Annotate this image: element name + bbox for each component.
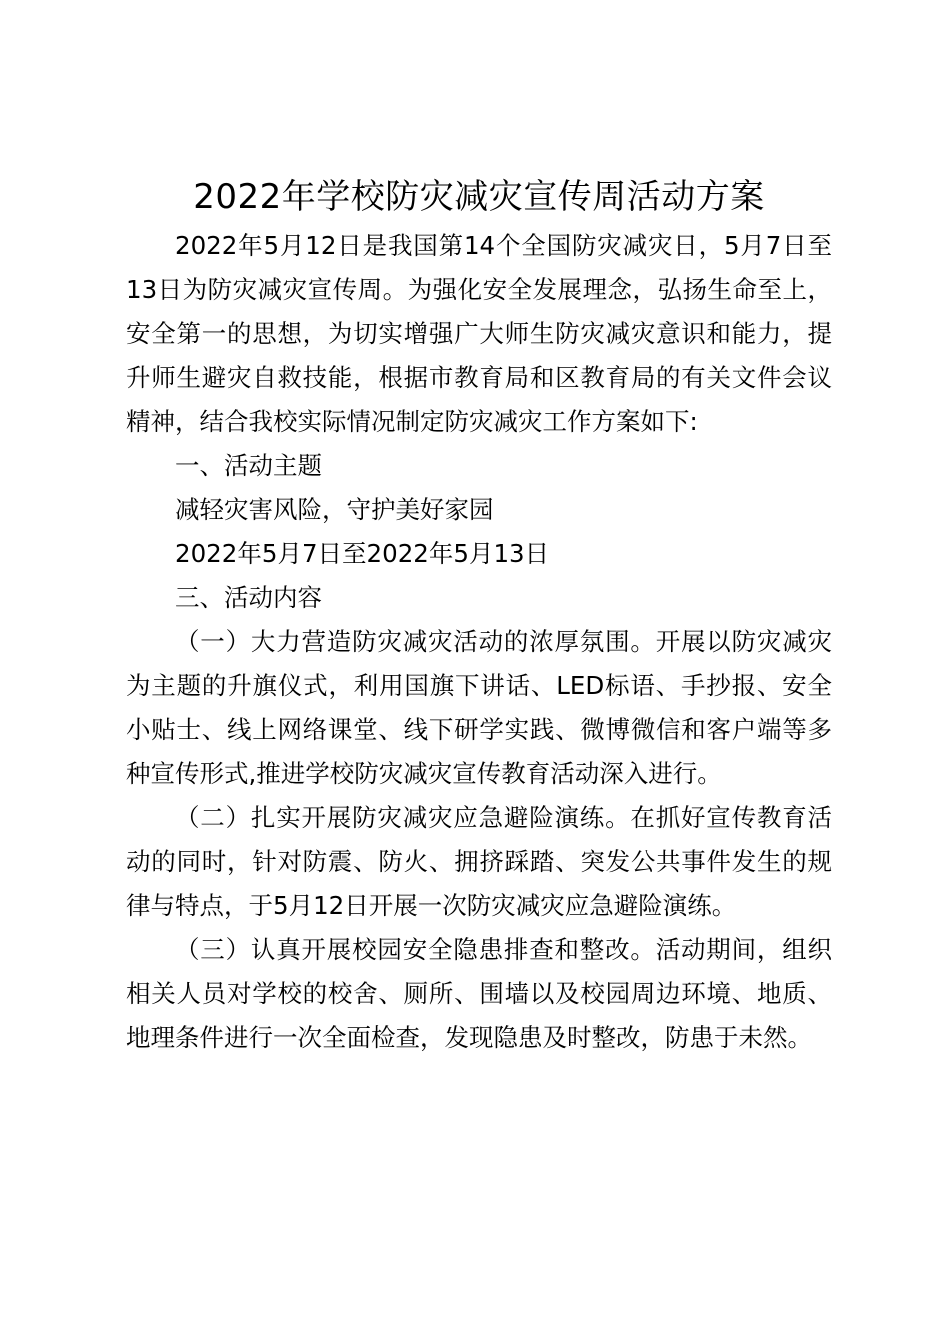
document-title: 2022年学校防灾减灾宣传周活动方案 xyxy=(193,177,765,217)
section-heading-theme: 一、活动主题 xyxy=(175,451,322,480)
theme-text: 减轻灾害风险，守护美好家园 xyxy=(175,495,494,524)
content-item-1: （一）大力营造防灾减灾活动的浓厚氛围。开展以防灾减灾为主题的升旗仪式，利用国旗下讲话、LED标语、手抄报、安全小贴士、线上网络课堂、线下研学实践、微博微信和客户端等多种宣传形式,推进学校防灾减灾宣传教育活动深入进行。 xyxy=(126,627,832,788)
content-item-2: （二）扎实开展防灾减灾应急避险演练。在抓好宣传教育活动的同时，针对防震、防火、拥挤踩踏、突发公共事件发生的规律与特点，于5月12日开展一次防灾减灾应急避险演练。 xyxy=(126,803,832,920)
intro-paragraph: 2022年5月12日是我国第14个全国防灾减灾日，5月7日至13日为防灾减灾宣传周。为强化安全发展理念，弘扬生命至上，安全第一的思想，为切实增强广大师生防灾减灾意识和能力，提升师生避灾自救技能，根据市教育局和区教育局的有关文件会议精神，结合我校实际情况制定防灾减灾工作方案如下: xyxy=(126,231,832,436)
activity-date-range: 2022年5月7日至2022年5月13日 xyxy=(175,539,550,568)
document-page xyxy=(126,170,832,1060)
content-item-3: （三）认真开展校园安全隐患排查和整改。活动期间，组织相关人员对学校的校舍、厕所、围墙以及校园周边环境、地质、地理条件进行一次全面检查，发现隐患及时整改，防患于未然。 xyxy=(126,935,832,1052)
section-heading-content: 三、活动内容 xyxy=(175,583,322,612)
